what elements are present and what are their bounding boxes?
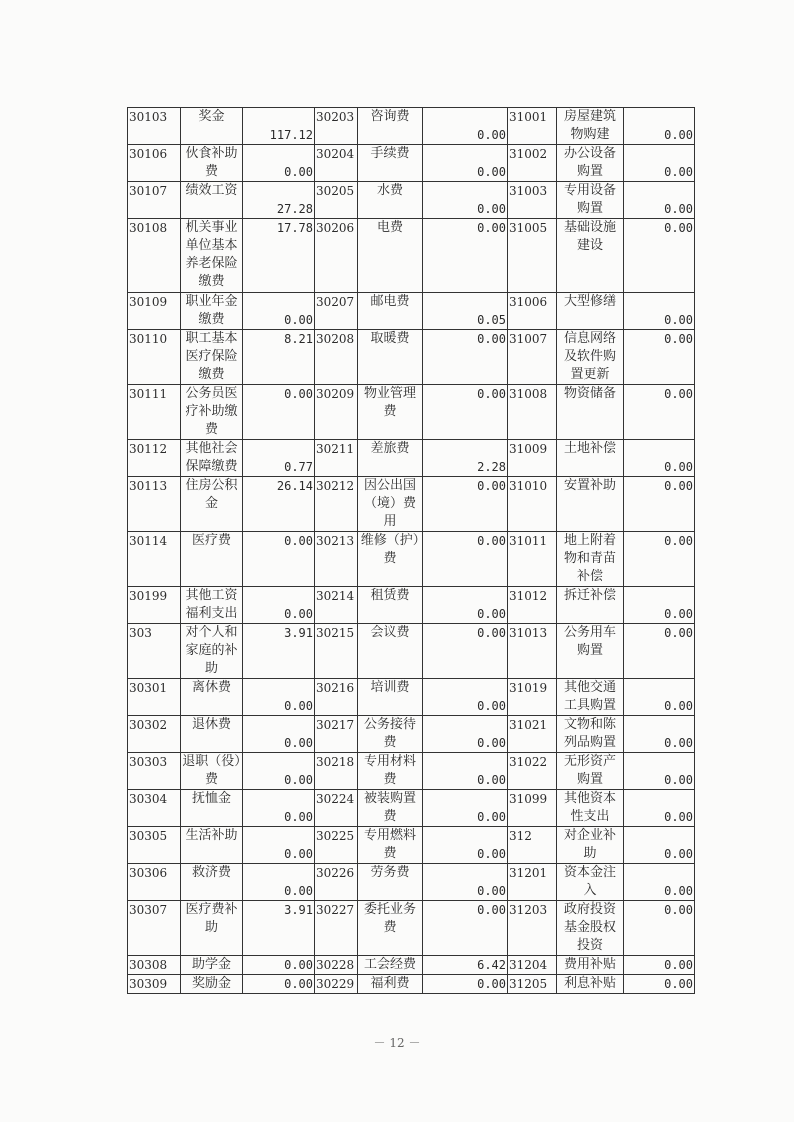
item-amount: 0.00: [423, 182, 508, 219]
budget-expense-table: [127, 107, 695, 994]
item-name: 退休费: [181, 716, 243, 753]
item-code: 31011: [508, 532, 557, 587]
item-code: 30306: [128, 864, 181, 901]
table-row: [128, 624, 695, 679]
item-name: 职工基本医疗保险缴费: [181, 330, 243, 385]
item-name: 房屋建筑物购建: [557, 108, 624, 145]
table-row: [128, 827, 695, 864]
item-name: 利息补贴: [557, 975, 624, 994]
item-code: 31204: [508, 956, 557, 975]
item-amount: 17.78: [243, 219, 315, 293]
item-amount: 0.00: [624, 182, 695, 219]
table-row: [128, 901, 695, 956]
item-amount: 0.00: [624, 753, 695, 790]
item-name: 其他交通工具购置: [557, 679, 624, 716]
item-code: 30205: [315, 182, 358, 219]
item-amount: 0.00: [423, 330, 508, 385]
item-amount: 0.00: [624, 790, 695, 827]
item-code: 312: [508, 827, 557, 864]
item-name: 费用补贴: [557, 956, 624, 975]
item-code: 30307: [128, 901, 181, 956]
item-name: 电费: [358, 219, 423, 293]
item-name: 办公设备购置: [557, 145, 624, 182]
item-name: 物资储备: [557, 385, 624, 440]
item-code: 30209: [315, 385, 358, 440]
item-name: 政府投资基金股权投资: [557, 901, 624, 956]
item-name: 奖励金: [181, 975, 243, 994]
item-code: 31012: [508, 587, 557, 624]
item-amount: 0.00: [243, 385, 315, 440]
item-code: 30215: [315, 624, 358, 679]
table-row: [128, 108, 695, 145]
item-amount: 3.91: [243, 624, 315, 679]
item-amount: 0.00: [423, 477, 508, 532]
item-name: 医疗费补助: [181, 901, 243, 956]
item-code: 30309: [128, 975, 181, 994]
item-code: 30212: [315, 477, 358, 532]
table-row: [128, 975, 695, 994]
item-code: 31008: [508, 385, 557, 440]
item-amount: 0.00: [423, 716, 508, 753]
item-name: 医疗费: [181, 532, 243, 587]
item-amount: 6.42: [423, 956, 508, 975]
item-code: 31019: [508, 679, 557, 716]
item-name: 手续费: [358, 145, 423, 182]
item-code: 30114: [128, 532, 181, 587]
item-name: 无形资产购置: [557, 753, 624, 790]
item-amount: 0.00: [624, 956, 695, 975]
item-amount: 0.00: [243, 827, 315, 864]
table-row: [128, 385, 695, 440]
item-amount: 0.00: [423, 385, 508, 440]
item-code: 30109: [128, 293, 181, 330]
item-amount: 0.00: [423, 624, 508, 679]
item-code: 30112: [128, 440, 181, 477]
item-code: 30216: [315, 679, 358, 716]
item-code: 30225: [315, 827, 358, 864]
item-name: 取暖费: [358, 330, 423, 385]
item-amount: 3.91: [243, 901, 315, 956]
item-name: 劳务费: [358, 864, 423, 901]
item-amount: 0.00: [624, 864, 695, 901]
item-amount: 0.00: [423, 145, 508, 182]
item-name: 文物和陈列品购置: [557, 716, 624, 753]
item-amount: 0.00: [423, 108, 508, 145]
item-name: 福利费: [358, 975, 423, 994]
item-amount: 0.00: [423, 532, 508, 587]
item-amount: 0.00: [624, 587, 695, 624]
item-code: 303: [128, 624, 181, 679]
item-code: 31002: [508, 145, 557, 182]
item-name: 专用材料费: [358, 753, 423, 790]
item-name: 公务用车购置: [557, 624, 624, 679]
item-amount: 0.00: [423, 679, 508, 716]
item-name: 对企业补助: [557, 827, 624, 864]
item-code: 31009: [508, 440, 557, 477]
item-code: 30110: [128, 330, 181, 385]
item-name: 助学金: [181, 956, 243, 975]
item-code: 30107: [128, 182, 181, 219]
item-code: 30208: [315, 330, 358, 385]
item-name: 机关事业单位基本养老保险缴费: [181, 219, 243, 293]
table-row: [128, 330, 695, 385]
item-name: 安置补助: [557, 477, 624, 532]
item-code: 30228: [315, 956, 358, 975]
item-code: 30308: [128, 956, 181, 975]
item-amount: 0.00: [624, 716, 695, 753]
item-code: 30229: [315, 975, 358, 994]
item-name: 会议费: [358, 624, 423, 679]
table-row: [128, 864, 695, 901]
item-code: 30302: [128, 716, 181, 753]
item-code: 30204: [315, 145, 358, 182]
item-amount: 0.00: [243, 790, 315, 827]
item-name: 其他资本性支出: [557, 790, 624, 827]
item-amount: 0.00: [243, 532, 315, 587]
item-amount: 0.00: [423, 827, 508, 864]
item-amount: 0.00: [243, 864, 315, 901]
table-row: [128, 293, 695, 330]
item-amount: 0.00: [624, 532, 695, 587]
item-name: 水费: [358, 182, 423, 219]
item-code: 30226: [315, 864, 358, 901]
item-name: 工会经费: [358, 956, 423, 975]
item-name: 救济费: [181, 864, 243, 901]
item-name: 差旅费: [358, 440, 423, 477]
item-code: 31006: [508, 293, 557, 330]
item-name: 住房公积金: [181, 477, 243, 532]
table-row: [128, 790, 695, 827]
item-amount: 0.00: [243, 587, 315, 624]
item-name: 奖金: [181, 108, 243, 145]
item-amount: 0.00: [243, 679, 315, 716]
item-name: 基础设施建设: [557, 219, 624, 293]
item-amount: 0.00: [423, 901, 508, 956]
table-row: [128, 477, 695, 532]
item-name: 专用燃料费: [358, 827, 423, 864]
item-code: 30206: [315, 219, 358, 293]
table-row: [128, 716, 695, 753]
item-code: 30199: [128, 587, 181, 624]
item-name: 邮电费: [358, 293, 423, 330]
item-amount: 0.00: [624, 624, 695, 679]
table-row: [128, 753, 695, 790]
item-code: 30214: [315, 587, 358, 624]
item-name: 职业年金缴费: [181, 293, 243, 330]
item-code: 30305: [128, 827, 181, 864]
item-amount: 0.00: [624, 330, 695, 385]
item-name: 咨询费: [358, 108, 423, 145]
item-name: 其他社会保障缴费: [181, 440, 243, 477]
table-row: [128, 587, 695, 624]
item-name: 大型修缮: [557, 293, 624, 330]
item-code: 31013: [508, 624, 557, 679]
item-code: 30227: [315, 901, 358, 956]
item-name: 租赁费: [358, 587, 423, 624]
item-amount: 0.00: [423, 219, 508, 293]
item-amount: 0.00: [624, 440, 695, 477]
item-code: 31001: [508, 108, 557, 145]
item-amount: 0.00: [624, 901, 695, 956]
item-name: 其他工资福利支出: [181, 587, 243, 624]
item-code: 31005: [508, 219, 557, 293]
page-number: － 12 －: [373, 1036, 421, 1050]
item-amount: 0.00: [624, 679, 695, 716]
item-name: 被装购置费: [358, 790, 423, 827]
item-name: 伙食补助费: [181, 145, 243, 182]
item-amount: 0.00: [624, 477, 695, 532]
item-amount: 0.00: [624, 975, 695, 994]
item-code: 30304: [128, 790, 181, 827]
item-amount: 0.00: [624, 827, 695, 864]
item-amount: 0.00: [624, 145, 695, 182]
item-amount: 0.00: [423, 975, 508, 994]
item-code: 30213: [315, 532, 358, 587]
table-row: [128, 532, 695, 587]
item-name: 专用设备购置: [557, 182, 624, 219]
item-amount: 0.77: [243, 440, 315, 477]
item-amount: 0.05: [423, 293, 508, 330]
item-amount: 0.00: [243, 145, 315, 182]
table-row: [128, 956, 695, 975]
item-name: 培训费: [358, 679, 423, 716]
item-amount: 26.14: [243, 477, 315, 532]
item-amount: 0.00: [423, 790, 508, 827]
item-amount: 0.00: [243, 956, 315, 975]
item-name: 土地补偿: [557, 440, 624, 477]
item-name: 信息网络及软件购置更新: [557, 330, 624, 385]
item-amount: 0.00: [624, 108, 695, 145]
item-code: 31022: [508, 753, 557, 790]
item-code: 31203: [508, 901, 557, 956]
item-amount: 0.00: [243, 716, 315, 753]
item-code: 30113: [128, 477, 181, 532]
item-name: 委托业务费: [358, 901, 423, 956]
item-name: 维修（护）费: [358, 532, 423, 587]
item-code: 30207: [315, 293, 358, 330]
item-name: 资本金注入: [557, 864, 624, 901]
table-row: [128, 145, 695, 182]
item-name: 对个人和家庭的补助: [181, 624, 243, 679]
item-amount: 2.28: [423, 440, 508, 477]
item-amount: 0.00: [423, 753, 508, 790]
item-code: 31003: [508, 182, 557, 219]
item-amount: 0.00: [624, 385, 695, 440]
item-code: 30103: [128, 108, 181, 145]
item-amount: 0.00: [624, 293, 695, 330]
item-code: 30303: [128, 753, 181, 790]
table-row: [128, 440, 695, 477]
item-code: 31201: [508, 864, 557, 901]
table-row: [128, 182, 695, 219]
item-name: 公务接待费: [358, 716, 423, 753]
item-amount: 27.28: [243, 182, 315, 219]
item-code: 30211: [315, 440, 358, 477]
item-name: 拆迁补偿: [557, 587, 624, 624]
item-name: 绩效工资: [181, 182, 243, 219]
item-code: 31205: [508, 975, 557, 994]
item-code: 30217: [315, 716, 358, 753]
item-code: 30111: [128, 385, 181, 440]
item-code: 30224: [315, 790, 358, 827]
table-row: [128, 219, 695, 293]
item-name: 生活补助: [181, 827, 243, 864]
item-code: 30106: [128, 145, 181, 182]
item-name: 退职（役）费: [181, 753, 243, 790]
item-amount: 0.00: [423, 587, 508, 624]
item-amount: 0.00: [423, 864, 508, 901]
item-amount: 117.12: [243, 108, 315, 145]
item-name: 物业管理费: [358, 385, 423, 440]
item-amount: 0.00: [243, 975, 315, 994]
item-name: 地上附着物和青苗补偿: [557, 532, 624, 587]
item-code: 30108: [128, 219, 181, 293]
item-name: 抚恤金: [181, 790, 243, 827]
item-amount: 0.00: [624, 219, 695, 293]
item-amount: 0.00: [243, 293, 315, 330]
item-code: 30203: [315, 108, 358, 145]
item-code: 30301: [128, 679, 181, 716]
item-amount: 8.21: [243, 330, 315, 385]
item-code: 31021: [508, 716, 557, 753]
item-code: 31007: [508, 330, 557, 385]
item-code: 31099: [508, 790, 557, 827]
table-row: [128, 679, 695, 716]
item-code: 31010: [508, 477, 557, 532]
item-name: 公务员医疗补助缴费: [181, 385, 243, 440]
item-amount: 0.00: [243, 753, 315, 790]
item-name: 离休费: [181, 679, 243, 716]
item-name: 因公出国（境）费用: [358, 477, 423, 532]
item-code: 30218: [315, 753, 358, 790]
